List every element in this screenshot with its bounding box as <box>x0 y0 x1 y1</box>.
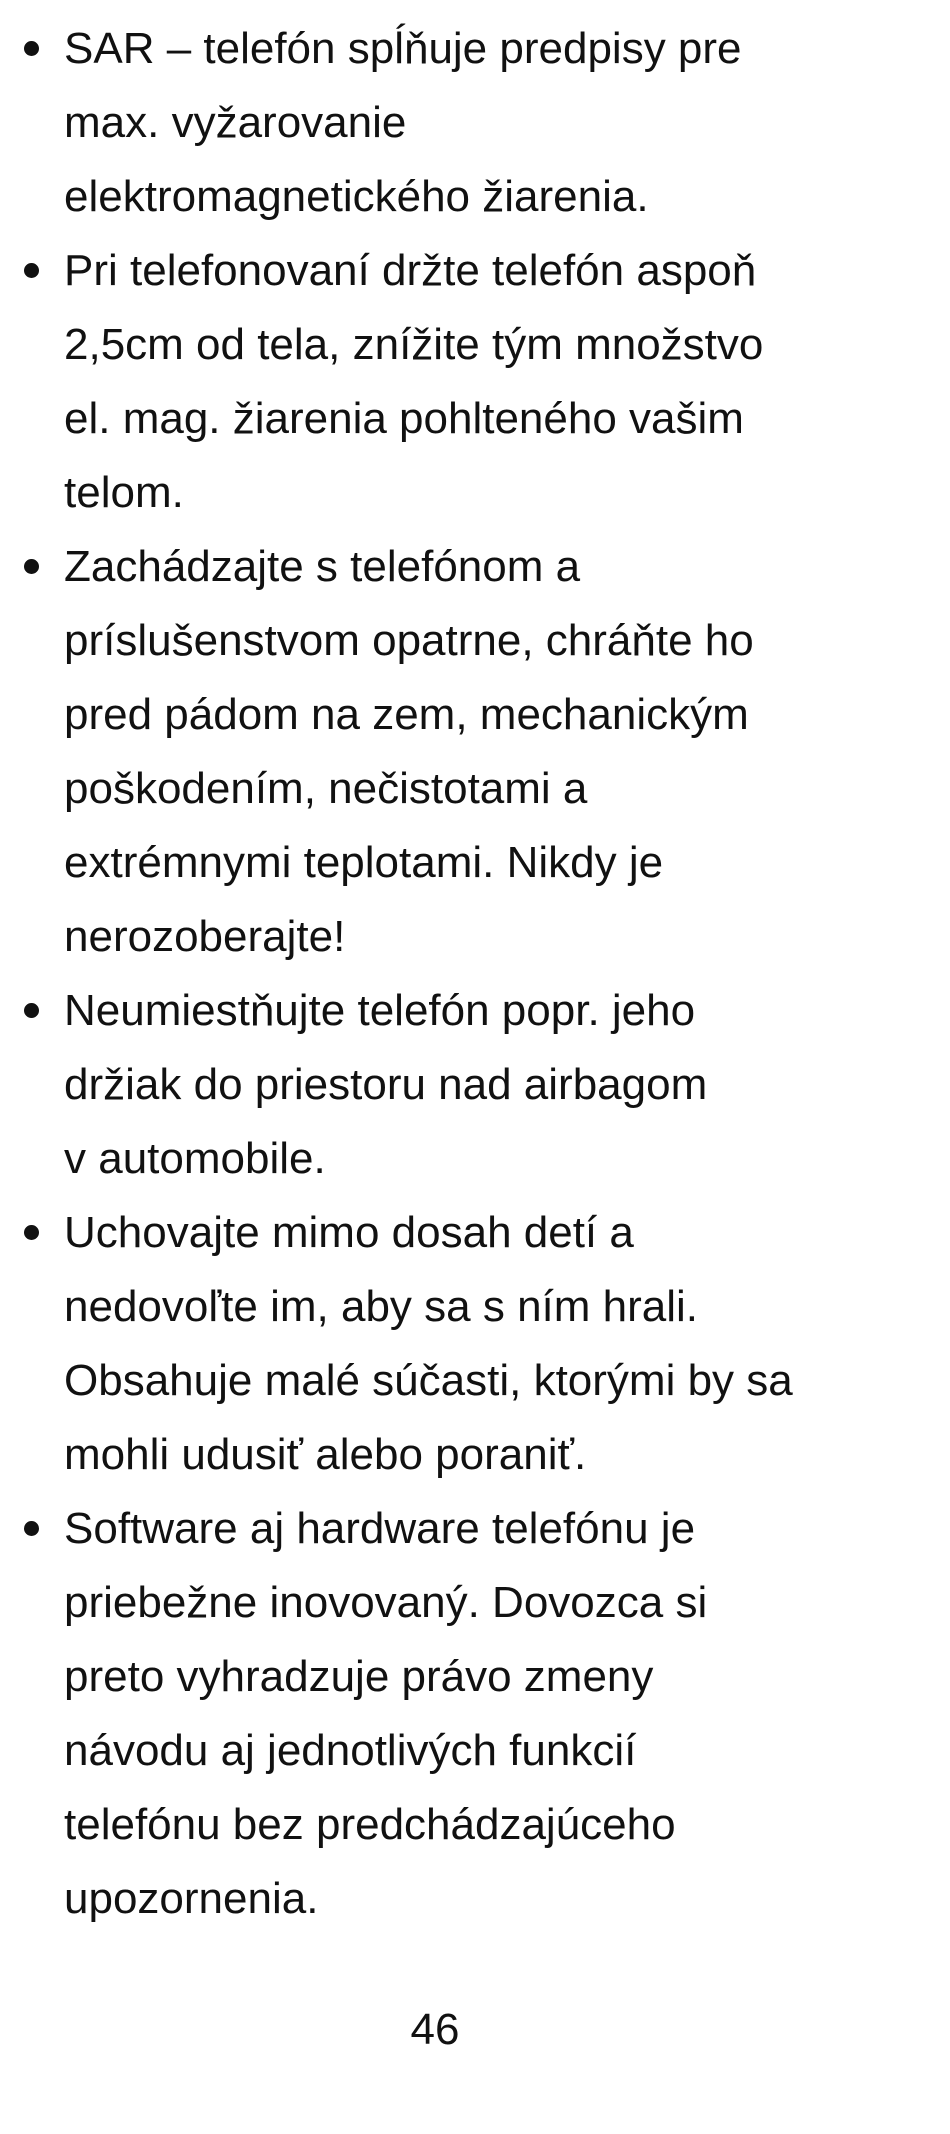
bullet-item-handling <box>64 530 884 974</box>
bullet-item-airbag <box>64 974 884 1196</box>
bullet-line: pred pádom na zem, mechanickým <box>64 690 749 739</box>
bullet-line: v automobile. <box>64 1134 326 1183</box>
bullet-dot-icon <box>24 1225 39 1240</box>
bullet-line: príslušenstvom opatrne, chráňte ho <box>64 616 754 665</box>
bullet-line: poškodením, nečistotami a <box>64 764 588 813</box>
bullet-line: 2,5cm od tela, znížite tým množstvo <box>64 320 764 369</box>
bullet-item-children <box>64 1196 884 1492</box>
bullet-line: Neumiestňujte telefón popr. jeho <box>64 986 696 1035</box>
bullet-line: mohli udusiť alebo poraniť. <box>64 1430 587 1479</box>
bullet-line: nerozoberajte! <box>64 912 346 961</box>
bullet-line: nedovoľte im, aby sa s ním hrali. <box>64 1282 699 1331</box>
safety-bullet-list <box>64 12 884 1936</box>
bullet-line: preto vyhradzuje právo zmeny <box>64 1652 654 1701</box>
bullet-line: elektromagnetického žiarenia. <box>64 172 649 221</box>
bullet-line: Zachádzajte s telefónom a <box>64 542 581 591</box>
bullet-item-software <box>64 1492 884 1936</box>
bullet-dot-icon <box>24 41 39 56</box>
bullet-line: upozornenia. <box>64 1874 319 1923</box>
bullet-line: držiak do priestoru nad airbagom <box>64 1060 708 1109</box>
bullet-dot-icon <box>24 1521 39 1536</box>
bullet-item-distance <box>64 234 884 530</box>
bullet-line: max. vyžarovanie <box>64 98 407 147</box>
bullet-item-sar <box>64 12 884 234</box>
bullet-dot-icon <box>24 1003 39 1018</box>
bullet-dot-icon <box>24 559 39 574</box>
bullet-line: Software aj hardware telefónu je <box>64 1504 696 1553</box>
bullet-line: Uchovajte mimo dosah detí a <box>64 1208 634 1257</box>
bullet-line: el. mag. žiarenia pohlteného vašim <box>64 394 744 443</box>
page-number: 46 <box>410 2005 460 2054</box>
bullet-dot-icon <box>24 263 39 278</box>
bullet-line: telom. <box>64 468 184 517</box>
bullet-line: SAR – telefón spĺňuje predpisy pre <box>64 24 742 73</box>
bullet-line: telefónu bez predchádzajúceho <box>64 1800 676 1849</box>
bullet-line: návodu aj jednotlivých funkcií <box>64 1726 637 1775</box>
bullet-line: Obsahuje malé súčasti, ktorými by sa <box>64 1356 793 1405</box>
bullet-line: priebežne inovovaný. Dovozca si <box>64 1578 708 1627</box>
bullet-line: extrémnymi teplotami. Nikdy je <box>64 838 664 887</box>
bullet-line: Pri telefonovaní držte telefón aspoň <box>64 246 757 295</box>
